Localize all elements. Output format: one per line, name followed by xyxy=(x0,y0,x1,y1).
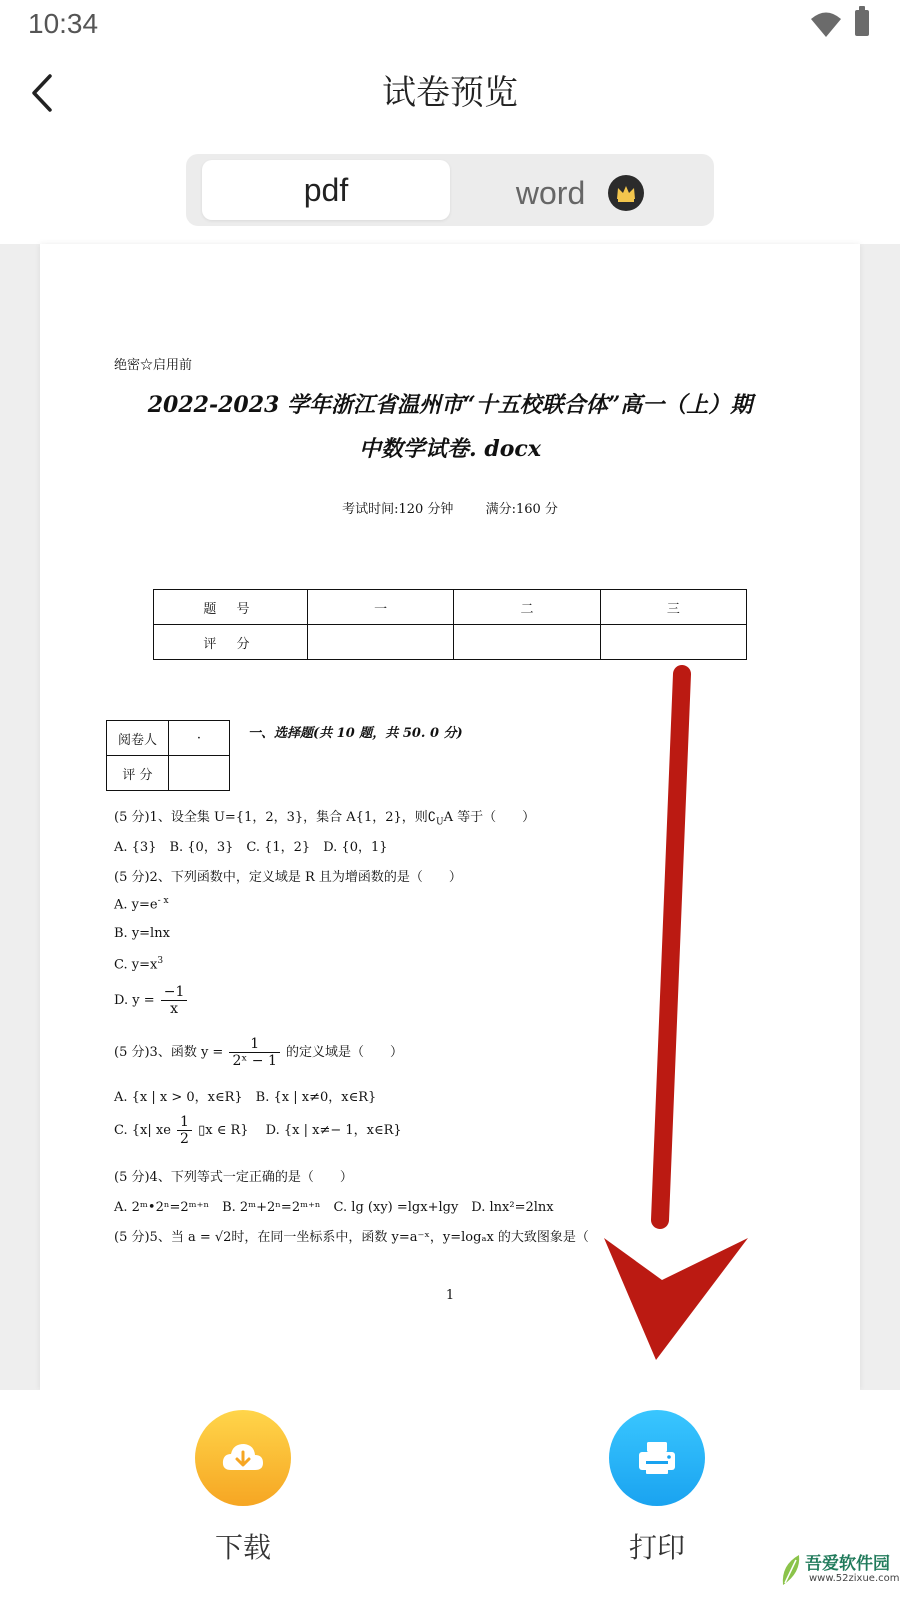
download-button[interactable] xyxy=(173,1410,313,1566)
tab-pdf[interactable]: pdf xyxy=(202,160,450,220)
question-3-options-cd: C. {x| xe $\frac{1}{2}$ ▯x ∈ R} D. {x | x≠− 1，x∈R} xyxy=(114,1114,402,1147)
print-circle xyxy=(609,1410,705,1506)
question-1-options: A. {3} B. {0，3} C. {1，2} D. {0，1} xyxy=(114,840,388,855)
table-cell xyxy=(454,625,600,660)
question-3-options-ab: A. {x | x > 0，x∈R} B. {x | x≠0，x∈R} xyxy=(114,1090,377,1105)
watermark-text: 吾爱软件园 xyxy=(805,1554,890,1574)
table-cell: 阅卷人 xyxy=(107,721,169,756)
watermark-url: www.52zixue.com xyxy=(809,1573,900,1584)
question-2-option-d: D. y = $\frac{-1}{x}$ xyxy=(114,984,189,1017)
question-4-options: A. 2ᵐ•2ⁿ=2ᵐ⁺ⁿ B. 2ᵐ+2ⁿ=2ᵐ⁺ⁿ C. lg (xy) =lgx+lgy D. lnx²=2lnx xyxy=(114,1200,554,1215)
status-bar xyxy=(0,0,900,50)
red-arrow-annotation xyxy=(590,660,750,1380)
table-row xyxy=(107,721,230,756)
cloud-download-icon xyxy=(219,1434,267,1482)
tab-word[interactable] xyxy=(462,160,698,220)
grader-table xyxy=(106,720,230,791)
doc-title-line2: 中数学试卷. docx xyxy=(359,436,541,462)
question-2: (5 分)2、下列函数中，定义域是 R 且为增函数的是（ ） xyxy=(114,870,462,885)
table-row xyxy=(154,590,747,625)
tab-word-label: word xyxy=(515,174,586,211)
doc-exam-time: 考试时间:120 分钟 xyxy=(342,502,454,517)
download-label: 下载 xyxy=(214,1531,271,1564)
page-title: 试卷预览 xyxy=(382,73,518,113)
question-4: (5 分)4、下列等式一定正确的是（ ） xyxy=(114,1170,353,1185)
table-cell: · xyxy=(169,721,230,756)
doc-meta xyxy=(40,498,860,517)
question-5: (5 分)5、当 a = √2时，在同一坐标系中，函数 y=a⁻ˣ，y=logₐx 的大致图象是（ xyxy=(114,1230,589,1245)
download-circle xyxy=(195,1410,291,1506)
bottom-action-bar xyxy=(0,1390,900,1600)
printer-icon xyxy=(633,1434,681,1482)
score-table xyxy=(153,589,747,660)
question-2-option-b: B. y=lnx xyxy=(114,926,170,941)
question-3: (5 分)3、函数 y = $\frac{1}{\text{2ˣ − 1}}$ 的定义域是（ ） xyxy=(114,1036,404,1069)
table-cell: 评 分 xyxy=(154,625,308,660)
doc-full-score: 满分:160 分 xyxy=(485,502,558,517)
print-label: 打印 xyxy=(628,1531,685,1564)
print-button[interactable] xyxy=(587,1410,727,1566)
wifi-icon xyxy=(810,10,842,38)
table-cell xyxy=(308,625,454,660)
fraction: $\frac{-1}{x}$ xyxy=(161,984,188,1017)
table-cell: 评 分 xyxy=(107,756,169,791)
question-2-option-a: A. $y=e^{- x}$ xyxy=(114,896,169,913)
table-cell: 一 xyxy=(308,590,454,625)
question-2-option-c: C. $y=x^3$ xyxy=(114,956,164,973)
question-1: (5 分)1、设全集 U={1，2，3}，集合 A{1，2}，则$∁_UA$ 等于（ ） xyxy=(114,810,536,828)
battery-icon xyxy=(855,10,869,36)
doc-title-line1: 2022-2023 学年浙江省温州市“十五校联合体”高一（上）期 xyxy=(147,392,753,418)
doc-secret-label: 绝密☆启用前 xyxy=(114,358,193,373)
status-time: 10:34 xyxy=(28,8,99,39)
crown-icon xyxy=(608,175,644,211)
table-cell xyxy=(600,625,746,660)
format-tab-switch xyxy=(186,154,714,226)
fraction: $\frac{1}{\text{2ˣ − 1}}$ xyxy=(229,1036,279,1069)
table-row xyxy=(154,625,747,660)
watermark xyxy=(775,1545,900,1595)
section-title: 一、选择题(共 10 题，共 50. 0 分) xyxy=(248,726,463,741)
page-number: 1 xyxy=(445,1288,455,1303)
table-row xyxy=(107,756,230,791)
table-cell: 二 xyxy=(454,590,600,625)
table-cell: 题 号 xyxy=(154,590,308,625)
table-cell: 三 xyxy=(600,590,746,625)
table-cell xyxy=(169,756,230,791)
fraction: $\frac{1}{2}$ xyxy=(177,1114,192,1147)
leaf-logo-icon xyxy=(779,1551,803,1587)
